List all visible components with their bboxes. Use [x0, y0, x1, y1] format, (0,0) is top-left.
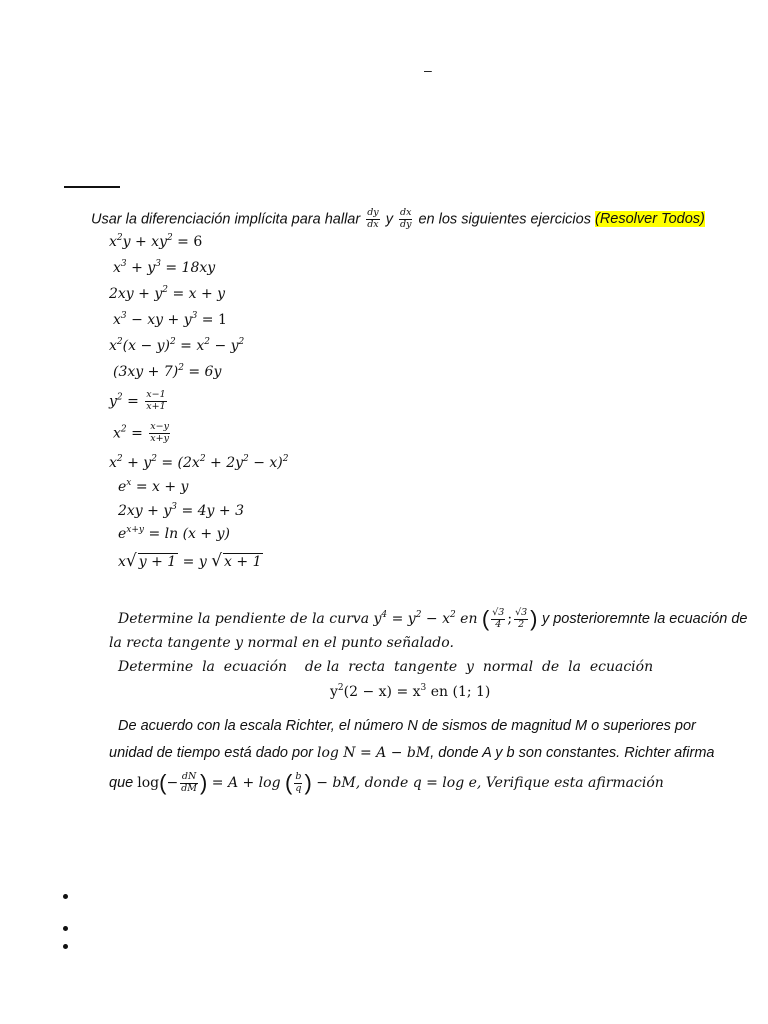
intro-frac-dydx-num: dy [367, 207, 379, 218]
radical-sign: √ [125, 551, 137, 571]
point-y-fraction: $\frac{√3}{2}$ [515, 606, 528, 630]
problem-1-tail: y posterioremnte la ecuación de [541, 611, 748, 628]
bullet-2 [63, 926, 68, 931]
radicand-2: x + 1 [224, 554, 262, 570]
point-x-fraction: $\frac{√3}{4}$ [492, 606, 505, 630]
problem-1-line-1: Determine la pendiente de la curva $y^4 = y^2 - x^2$ en ( $\frac{√3}{4}$ ; $\frac{√3}{2}$ ) y posterioremnte la ecuación de [118, 606, 748, 631]
equation-3: $2xy + y^2 = x + y$ [109, 285, 226, 302]
header-mark: – [424, 62, 432, 78]
resolver-todos-highlight: (Resolver Todos) [594, 211, 705, 228]
intro-tail: en los siguientes ejercicios [418, 211, 591, 228]
equation-12: $e^{x+y} = \ln (x + y)$ [118, 525, 230, 542]
equation-9: $x^2 + y^2 = (2x^2 + 2y^2 - x)^2$ [109, 454, 289, 471]
equation-11: $2xy + y^3 = 4y + 3$ [118, 502, 244, 519]
intro-frac-dydx-den: dx [367, 218, 379, 230]
equation-2: $x^3 + y^3 = 18xy$ [113, 259, 216, 276]
problem-1-line-2: la recta tangente y normal en el punto señalado. [109, 635, 454, 651]
equation-6: $(3xy + 7)^2 = 6y$ [113, 363, 222, 380]
equation-7-fraction: $\frac{x-1}{x+1}$ [146, 389, 166, 412]
problem-2-line-1: Determine la ecuación de la recta tangente y normal de la ecuación [118, 659, 654, 675]
dN-dM-fraction: $\frac{dN}{dM}$ [181, 770, 197, 794]
bullet-1 [63, 894, 68, 899]
intro-frac-dydx [366, 208, 379, 231]
intro-conj: y [385, 211, 393, 228]
equation-10: $e^x = x + y$ [118, 478, 189, 495]
intro-lead: Usar la diferenciación implícita para hallar [91, 211, 361, 228]
problem-1-en: en [455, 611, 482, 628]
intro-frac-dxdy-den: dy [399, 218, 412, 230]
intro-line [91, 208, 705, 231]
equation-4: $x^3$ − xy + $y^3 = 1$ [113, 311, 227, 328]
radical-sign: √ [211, 551, 223, 571]
bullet-3 [63, 944, 68, 949]
equation-8: $x^2$ = $\frac{x-y}{x+y}$ [113, 421, 169, 444]
radicand-1: y + 1 [138, 554, 177, 570]
equation-7: $y^2$ = $\frac{x-1}{x+1}$ [109, 389, 166, 412]
intro-frac-dxdy-num: dx [399, 207, 412, 218]
equation-8-fraction: $\frac{x-y}{x+y}$ [150, 421, 169, 444]
equation-13: x√ y + 1 = y √ x + 1 [118, 551, 262, 571]
intro-frac-dxdy [399, 208, 412, 231]
problem-3-line-1: De acuerdo con la escala Richter, el número N de sismos de magnitud M o superiores por [118, 718, 696, 734]
equation-1: $x^2y + xy^2 = 6$ [109, 233, 203, 250]
problem-1-lead: Determine la pendiente de la curva [118, 611, 374, 628]
problem-3-line-2: unidad de tiempo está dado por log N = A − bM, donde A y b son constantes. Richter afirma [109, 745, 715, 761]
equation-5: $x^2(x - y)^2 = x^2 - y^2$ [109, 337, 245, 354]
problem-3-line-3: que log(− $\frac{dN}{dM}$ ) = A + log ( $\frac{b}{q}$ ) − bM, donde q = log e, Verifique esta afirmación [109, 770, 664, 795]
richter-law: log N = A − bM [316, 745, 431, 761]
problem-2-equation: $y^2(2 - x) = x^3$ en (1; 1) [330, 683, 491, 700]
section-rule [64, 186, 120, 188]
b-over-q-fraction: $\frac{b}{q}$ [295, 770, 302, 794]
